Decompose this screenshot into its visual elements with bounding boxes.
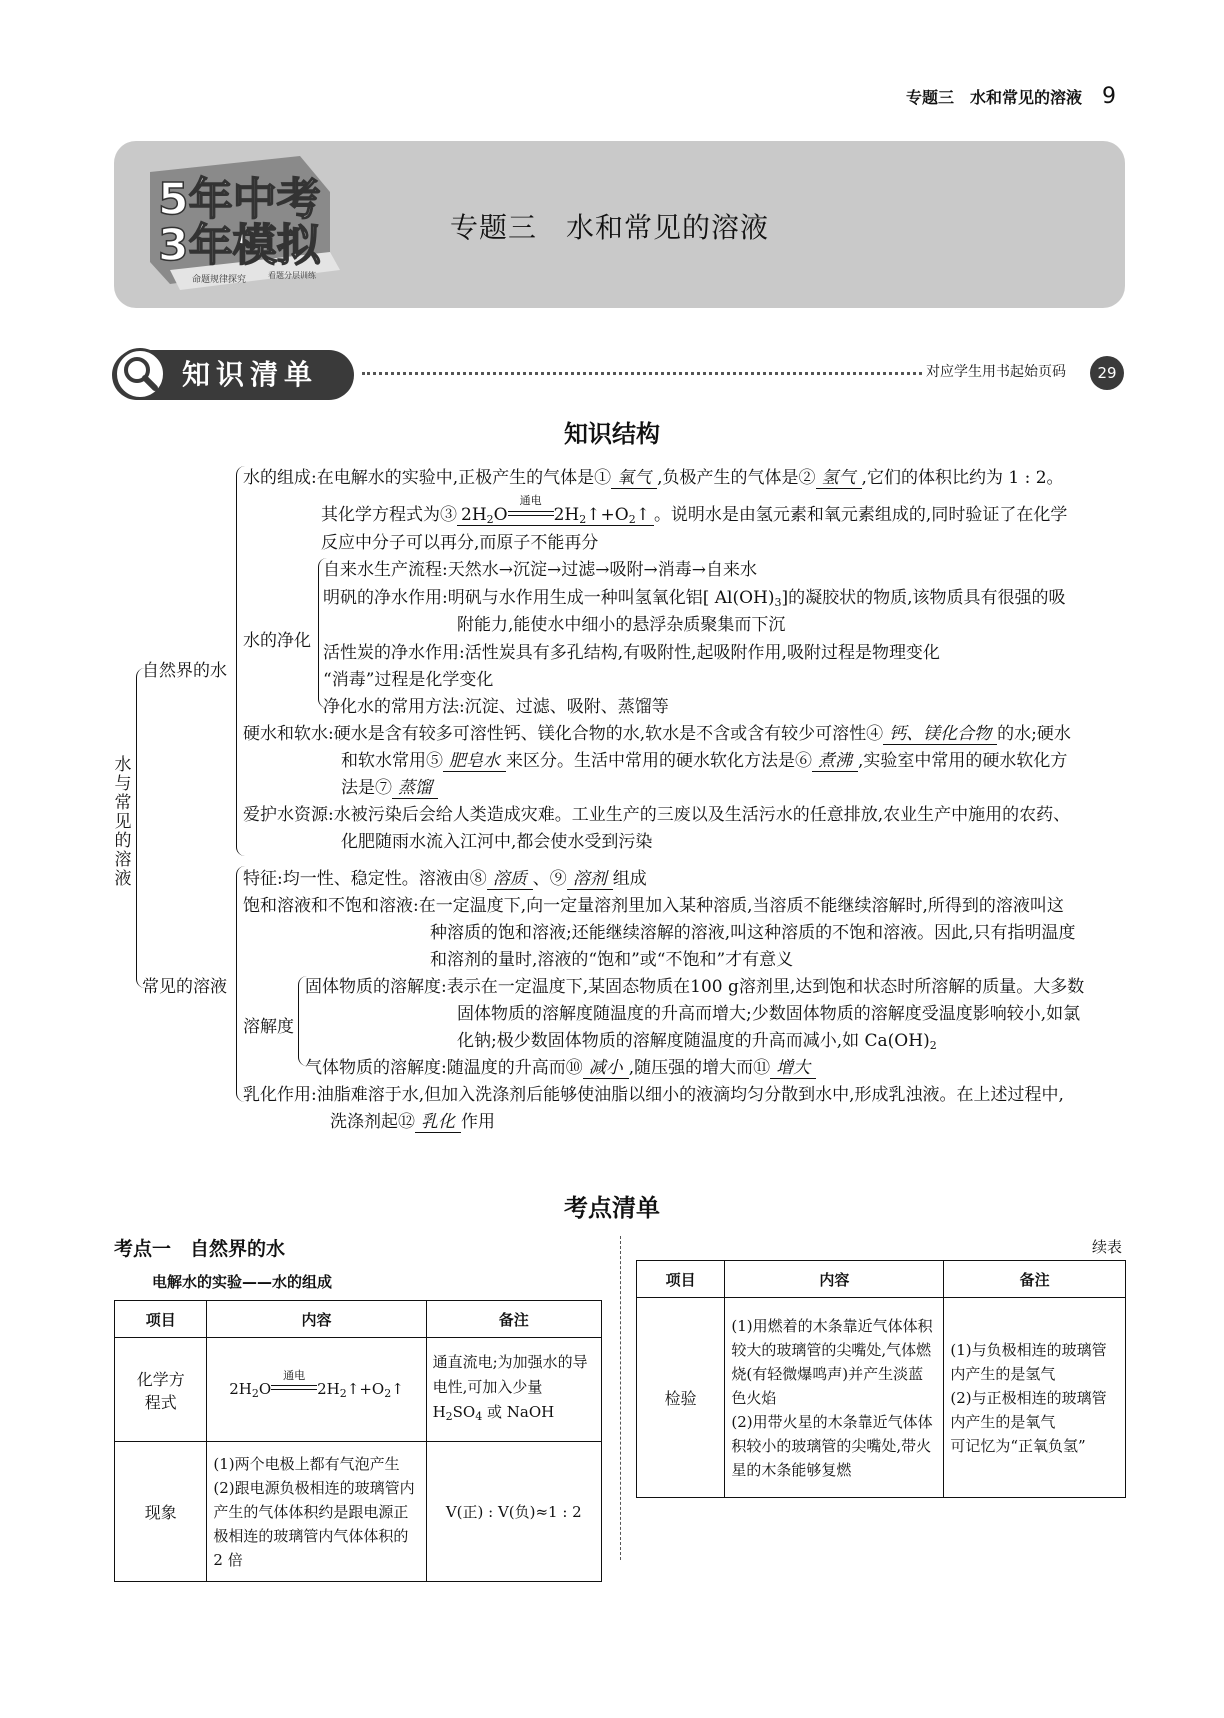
line-solid: 固体物质的溶解度:表示在一定温度下,某固态物质在100 g溶剂里,达到饱和状态时所溶解的质量。大多数	[305, 977, 1085, 997]
answer-5: 肥皂水	[443, 746, 506, 772]
nature-brace	[236, 466, 245, 856]
dotted-leader	[362, 372, 922, 375]
logo-line1: 5年中考	[158, 174, 321, 225]
answer-6: 煮沸	[812, 746, 858, 772]
node-purify: 水的净化	[243, 631, 311, 651]
node-solubility: 溶解度	[243, 1017, 294, 1037]
line-saturated-3: 和溶剂的量时,溶液的“饱和”或“不饱和”才有意义	[430, 950, 794, 970]
structure-title: 知识结构	[564, 420, 660, 448]
magnifier-icon	[114, 348, 166, 400]
section-label: 知识清单	[182, 358, 319, 391]
answer-3: $2H_2O$ 通电 $2H_2↑+O_2↑$	[457, 505, 654, 526]
line-disinfect: “消毒”过程是化学变化	[323, 670, 494, 690]
line-emulsify-2: 洗涤剂起⑫ 乳化 作用	[330, 1107, 495, 1133]
table-row	[115, 1338, 602, 1442]
line-methods: 净化水的常用方法:沉淀、过滤、吸附、蒸馏等	[323, 697, 669, 717]
line-emulsify: 乳化作用:油脂难溶于水,但加入洗涤剂后能够使油脂以细小的液滴均匀分散到水中,形成乳浊液。在上述过程中,	[243, 1085, 1064, 1105]
line-gas: 气体物质的溶解度:随温度的升高而⑩ 减小 ,随压强的增大而⑪ 增大	[305, 1053, 816, 1079]
header-topic: 专题三 水和常见的溶液	[905, 88, 1082, 107]
logo-tag2: 看题分层训练	[268, 271, 316, 280]
electrolysis-table-continued	[636, 1260, 1126, 1498]
answer-7: 蒸馏	[392, 773, 438, 799]
root-node: 水与常见的溶液	[114, 755, 132, 889]
section-ref: 对应学生用书起始页码	[926, 364, 1066, 380]
line-tapwater: 自来水生产流程:天然水→沉淀→过滤→吸附→消毒→自来水	[323, 560, 757, 580]
row-note: V(正) : V(负)≈1 : 2	[426, 1442, 601, 1582]
line-hardwater-2: 和软水常用⑤ 肥皂水 来区分。生活中常用的硬水软化方法是⑥ 煮沸 ,实验室中常用的硬水软化方	[341, 746, 1067, 772]
table-row	[637, 1298, 1126, 1498]
row-content: (1)用燃着的木条靠近气体体积较大的玻璃管的尖嘴处,气体燃烧(有轻微爆鸣声)并产生淡蓝色火焰 (2)用带火星的木条靠近气体体积较小的玻璃管的尖嘴处,带火星的木条能够复燃	[725, 1298, 944, 1498]
col-note: 备注	[944, 1261, 1126, 1298]
answer-11: 增大	[770, 1053, 816, 1079]
line-carbon: 活性炭的净水作用:活性炭具有多孔结构,有吸附性,起吸附作用,吸附过程是物理变化	[323, 643, 940, 663]
page-number: 9	[1102, 84, 1116, 109]
series-logo	[140, 152, 350, 292]
logo-line2: 3年模拟	[158, 220, 321, 271]
col-content: 内容	[725, 1261, 944, 1298]
answer-8: 溶质	[487, 864, 533, 890]
continued-label: 续表	[1092, 1238, 1123, 1256]
line-protect-2: 化肥随雨水流入江河中,都会使水受到污染	[341, 832, 653, 852]
row-note: (1)与负极相连的玻璃管内产生的是氢气 (2)与正极相连的玻璃管内产生的是氧气 可记忆为“正氧负氢”	[944, 1298, 1126, 1498]
row-item: 化学方程式	[115, 1338, 207, 1442]
answer-4: 钙、镁化合物	[883, 719, 997, 745]
answer-2: 氢气	[816, 463, 862, 489]
answer-12: 乳化	[415, 1107, 461, 1133]
col-content: 内容	[207, 1301, 426, 1338]
line-solid-2: 固体物质的溶解度随温度的升高而增大;少数固体物质的溶解度受温度影响较小,如氯	[457, 1004, 1081, 1024]
root-brace	[136, 668, 145, 988]
exam-title: 考点清单	[564, 1194, 660, 1222]
col-item: 项目	[115, 1301, 207, 1338]
line-protect: 爱护水资源:水被污染后会给人类造成灾难。工业生产的三废以及生活污水的任意排放,农业生产中施用的农药、	[243, 805, 1071, 825]
logo-tag1: 命题规律探究	[192, 275, 247, 285]
line-molecule: 反应中分子可以再分,而原子不能再分	[321, 533, 599, 553]
node-solution: 常见的溶液	[142, 977, 227, 997]
line-alum-2: 附能力,能使水中细小的悬浮杂质聚集而下沉	[457, 615, 786, 635]
exam-point-1: 考点一 自然界的水	[114, 1238, 286, 1260]
line-saturated: 饱和溶液和不饱和溶液:在一定温度下,向一定量溶剂里加入某种溶质,当溶质不能继续溶解时,所得到的溶液叫这	[243, 896, 1064, 916]
line-equation: 其化学方程式为③ $2H_2O$ 通电 $2H_2↑+O_2↑$ 。说明水是由氢元素和氧元素组成的,同时验证了在化学	[321, 494, 1068, 526]
col-note: 备注	[426, 1301, 601, 1338]
line-solid-3: 化钠;极少数固体物质的溶解度随温度的升高而减小,如 $Ca(OH)_2$	[457, 1031, 937, 1052]
row-equation: $2H_2O$ 通电 $2H_2↑+O_2↑$	[207, 1338, 426, 1442]
col-item: 项目	[637, 1261, 725, 1298]
running-header	[906, 84, 1116, 109]
line-hardwater: 硬水和软水:硬水是含有较多可溶性钙、镁化合物的水,软水是不含或含有较少可溶性④ 钙、镁化合物 的水;硬水	[243, 719, 1071, 745]
table-subtitle: 电解水的实验——水的组成	[152, 1273, 333, 1291]
table-row	[115, 1442, 602, 1582]
line-water-composition: 水的组成:在电解水的实验中,正极产生的气体是① 氧气 ,负极产生的气体是② 氢气 ,它们的体积比约为 1 : 2。	[243, 463, 1064, 489]
row-item: 现象	[115, 1442, 207, 1582]
column-divider	[620, 1236, 621, 1560]
line-alum: 明矾的净水作用:明矾与水作用生成一种叫氢氧化铝[ $Al(OH)_3$]的凝胶状的物质,该物质具有很强的吸	[323, 588, 1066, 609]
row-content: (1)两个电极上都有气泡产生 (2)跟电源负极相连的玻璃管内产生的气体体积约是跟电源正极相连的玻璃管内气体体积的 2 倍	[207, 1442, 426, 1582]
node-nature: 自然界的水	[142, 661, 227, 681]
answer-9: 溶剂	[567, 864, 613, 890]
row-note: 通直流电;为加强水的导电性,可加入少量 $H_2SO_4$ 或 NaOH	[426, 1338, 601, 1442]
electrolysis-table	[114, 1300, 602, 1582]
answer-1: 氧气	[611, 463, 657, 489]
row-item: 检验	[637, 1298, 725, 1498]
chapter-title: 专题三 水和常见的溶液	[450, 211, 770, 244]
line-saturated-2: 种溶质的饱和溶液;还能继续溶解的溶液,叫这种溶质的不饱和溶液。因此,只有指明温度	[430, 923, 1076, 943]
answer-10: 减小	[583, 1053, 629, 1079]
line-feature: 特征:均一性、稳定性。溶液由⑧ 溶质 、⑨ 溶剂 组成	[243, 864, 647, 890]
line-hardwater-3: 法是⑦ 蒸馏	[341, 773, 438, 799]
ref-page-badge: 29	[1090, 356, 1124, 390]
